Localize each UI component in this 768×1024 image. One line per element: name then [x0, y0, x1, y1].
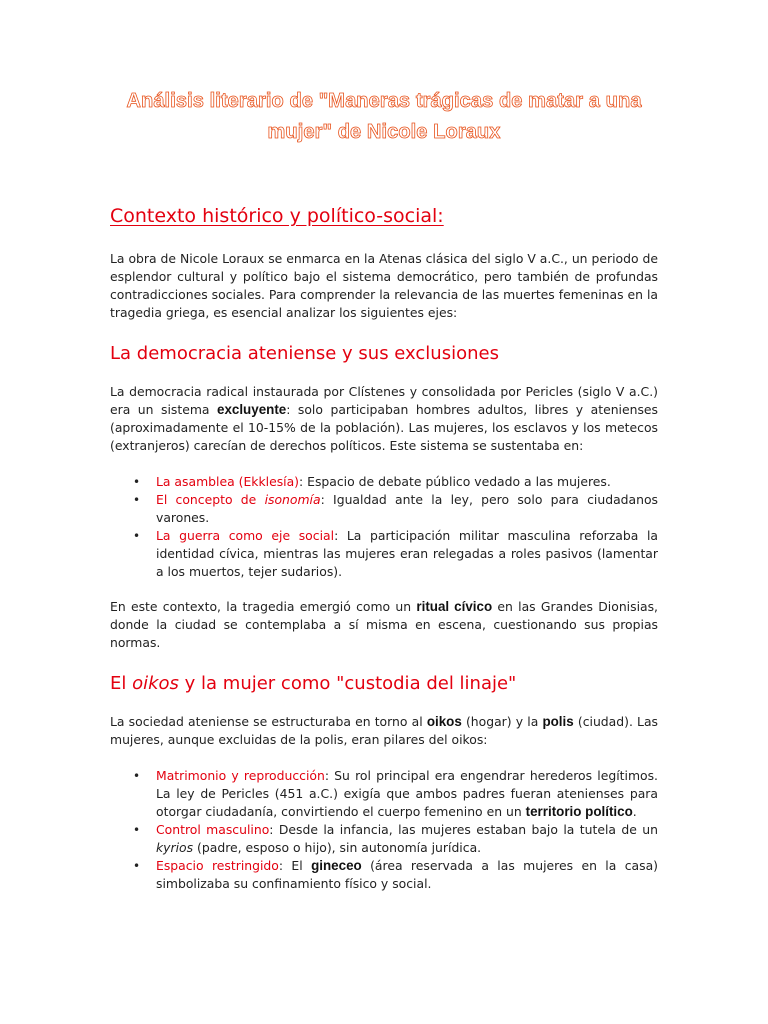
document-title — [110, 0, 658, 148]
text-run-italic: oikos — [132, 673, 179, 694]
text-run: : La participación militar masculina reforzaba la identidad cívica, mientras las mujeres eran relegadas a roles pasivos (lamentar a los muertos, tejer sudarios). — [156, 528, 659, 579]
term-espacio-restringido: Espacio restringido — [156, 858, 279, 873]
text-run: (hogar) y la — [461, 714, 543, 729]
democracy-paragraph — [110, 383, 658, 455]
bullet-icon: • — [133, 769, 141, 783]
text-run: La democracia radical instaurada por Clístenes y consolidada por Pericles (siglo V a.C.) era un sistema — [110, 384, 658, 417]
intro-paragraph: La obra de Nicole Loraux se enmarca en la Atenas clásica del siglo V a.C., un periodo de esplendor cultural y político bajo el sistema democrático, pero también de profundas contradicciones sociales. Para comprender la relevancia de las muertes femeninas en la tragedia griega, es esencial analizar los siguientes ejes: — [110, 251, 658, 320]
term-control-masculino: Control masculino — [156, 822, 270, 837]
bullet-icon: • — [133, 475, 141, 489]
text-run: : El — [278, 858, 312, 873]
text-run: : Igualdad ante la ley, pero solo para ciudadanos varones. — [156, 492, 659, 525]
democracy-bullet-list — [110, 473, 658, 581]
oikos-bullet-list — [110, 767, 658, 893]
text-run-italic: kyrios — [156, 840, 194, 855]
term-gineceo: gineceo — [311, 858, 362, 873]
bullet-icon: • — [133, 859, 141, 873]
text-run: . — [632, 804, 637, 819]
list-item — [110, 857, 658, 893]
text-run-italic: isonomía — [264, 492, 321, 507]
text-run: : Espacio de debate público vedado a las mujeres. — [299, 474, 611, 489]
term-oikos: oikos — [426, 714, 462, 729]
text-run: (ciudad). Las mujeres, aunque excluidas de la polis, eran pilares del oikos: — [110, 714, 659, 747]
text-run: El — [110, 673, 133, 694]
subheading-democracy: La democracia ateniense y sus exclusiones — [110, 343, 499, 364]
section-heading-context — [110, 204, 658, 228]
text-run: La sociedad ateniense se estructuraba en torno al — [110, 714, 427, 729]
term-polis: polis — [542, 714, 574, 729]
text-run: y la mujer como "custodia del linaje" — [178, 673, 517, 694]
title-line-1: Análisis literario de "Maneras trágicas de matar a una — [126, 90, 642, 112]
text-run: : Su rol principal era engendrar herederos legítimos. La ley de Pericles (451 a.C.) exigía que ambos padres fueran atenienses para otorgar ciudadanía, convirtiendo el cuerpo femenino en un — [156, 768, 658, 819]
term-matrimonio: Matrimonio y reproducción — [156, 768, 325, 783]
list-item — [110, 767, 658, 821]
list-item — [110, 473, 658, 491]
text-run: (área reservada a las mujeres en la casa) simbolizaba su confinamiento físico y social. — [156, 858, 659, 891]
term-territorio-politico: territorio político — [525, 804, 633, 819]
term-excluyente: excluyente — [217, 402, 287, 417]
title-line-2: mujer" de Nicole Loraux — [267, 121, 501, 143]
text-run: En este contexto, la tragedia emergió como un — [110, 599, 417, 614]
text-run: en las Grandes Dionisias, donde la ciudad se contemplaba a sí misma en escena, cuestionando sus propias normas. — [110, 599, 658, 650]
text-run: : solo participaban hombres adultos, libres y atenienses (aproximadamente el 10-15% de la población). Las mujeres, los esclavos y los metecos (extranjeros) carecían de derechos políticos. Este sistema se sustentaba en: — [110, 402, 658, 453]
term-asamblea: La asamblea (Ekklesía) — [156, 474, 300, 489]
bullet-icon: • — [133, 823, 141, 837]
list-item — [110, 821, 658, 857]
list-item — [110, 527, 658, 581]
bullet-icon: • — [133, 529, 141, 543]
bullet-icon: • — [133, 493, 141, 507]
text-run: : Desde la infancia, las mujeres estaban bajo la tutela de un — [269, 822, 658, 837]
text-run: (padre, esposo o hijo), sin autonomía jurídica. — [193, 840, 482, 855]
oikos-paragraph — [110, 713, 658, 749]
term-guerra: La guerra como eje social — [156, 528, 335, 543]
text-run: El concepto de — [156, 492, 265, 507]
list-item — [110, 491, 658, 527]
term-isonomia — [156, 492, 321, 507]
section-heading-text: Contexto histórico y político-social: — [110, 205, 444, 227]
tragedy-paragraph — [110, 598, 658, 652]
subheading-oikos — [110, 672, 658, 696]
term-ritual-civico: ritual cívico — [416, 599, 493, 614]
